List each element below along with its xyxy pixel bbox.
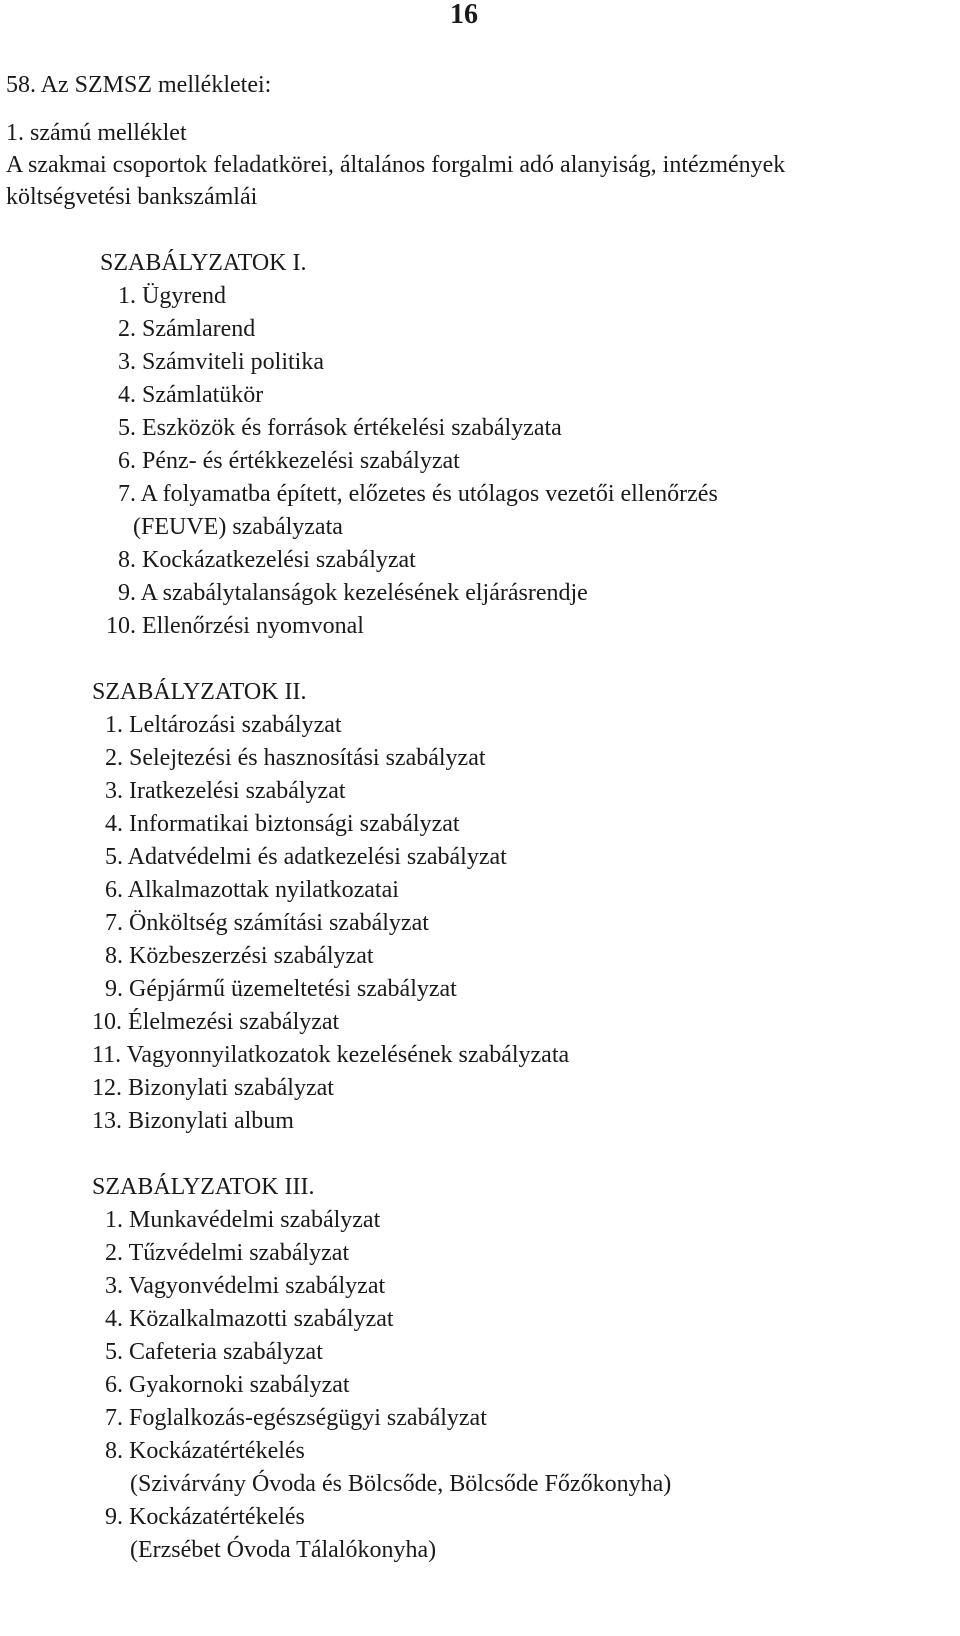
- annex-description-line2: költségvetési bankszámlái: [6, 184, 258, 210]
- list-item: 11. Vagyonnyilatkozatok kezelésének szabályzata: [92, 1042, 570, 1068]
- list-item: 6. Alkalmazottak nyilatkozatai: [105, 877, 399, 903]
- list-item-continuation: (Szivárvány Óvoda és Bölcsőde, Bölcsőde Főzőkonyha): [130, 1471, 672, 1497]
- list-item: 5. Adatvédelmi és adatkezelési szabályzat: [105, 844, 507, 870]
- list-item: 8. Kockázatértékelés: [105, 1438, 305, 1464]
- list-item: 10. Élelmezési szabályzat: [92, 1009, 340, 1035]
- list-item: 1. Munkavédelmi szabályzat: [105, 1207, 381, 1233]
- list-item: 9. Gépjármű üzemeltetési szabályzat: [105, 976, 457, 1002]
- list-item: 3. Iratkezelési szabályzat: [105, 778, 346, 804]
- list-item: 4. Közalkalmazotti szabályzat: [105, 1306, 394, 1332]
- list-item: 8. Közbeszerzési szabályzat: [105, 943, 374, 969]
- list-item-continuation: (Erzsébet Óvoda Tálalókonyha): [130, 1537, 437, 1563]
- list-item: 1. Leltározási szabályzat: [105, 712, 342, 738]
- annex-description-line1: A szakmai csoportok feladatkörei, általános forgalmi adó alanyiság, intézmények: [6, 152, 786, 178]
- list-item: 2. Számlarend: [118, 316, 256, 342]
- list-item: 9. Kockázatértékelés: [105, 1504, 305, 1530]
- list-item: 8. Kockázatkezelési szabályzat: [118, 547, 416, 573]
- list-item: 10. Ellenőrzési nyomvonal: [106, 613, 364, 639]
- list-item: 12. Bizonylati szabályzat: [92, 1075, 334, 1101]
- page-number: 16: [450, 0, 478, 30]
- list-item: 7. A folyamatba épített, előzetes és utólagos vezetői ellenőrzés: [118, 481, 718, 507]
- list-item: 2. Selejtezési és hasznosítási szabályzat: [105, 745, 486, 771]
- list-item: 1. Ügyrend: [118, 283, 226, 309]
- list-item: 3. Számviteli politika: [118, 349, 324, 375]
- list-item: 5. Cafeteria szabályzat: [105, 1339, 323, 1365]
- section-title-3: SZABÁLYZATOK III.: [92, 1174, 315, 1200]
- list-item: 6. Gyakornoki szabályzat: [105, 1372, 350, 1398]
- list-item-continuation: (FEUVE) szabályzata: [133, 514, 343, 540]
- list-item: 3. Vagyonvédelmi szabályzat: [105, 1273, 386, 1299]
- list-item: 7. Önköltség számítási szabályzat: [105, 910, 429, 936]
- section-title-1: SZABÁLYZATOK I.: [100, 250, 307, 276]
- list-item: 5. Eszközök és források értékelési szabályzata: [118, 415, 562, 441]
- heading: 58. Az SZMSZ mellékletei:: [6, 72, 272, 98]
- list-item: 2. Tűzvédelmi szabályzat: [105, 1240, 350, 1266]
- list-item: 7. Foglalkozás-egészségügyi szabályzat: [105, 1405, 487, 1431]
- list-item: 6. Pénz- és értékkezelési szabályzat: [118, 448, 460, 474]
- section-title-2: SZABÁLYZATOK II.: [92, 679, 307, 705]
- list-item: 9. A szabálytalanságok kezelésének eljárásrendje: [118, 580, 588, 606]
- list-item: 4. Számlatükör: [118, 382, 264, 408]
- list-item: 13. Bizonylati album: [92, 1108, 294, 1134]
- annex-title: 1. számú melléklet: [6, 120, 187, 146]
- list-item: 4. Informatikai biztonsági szabályzat: [105, 811, 460, 837]
